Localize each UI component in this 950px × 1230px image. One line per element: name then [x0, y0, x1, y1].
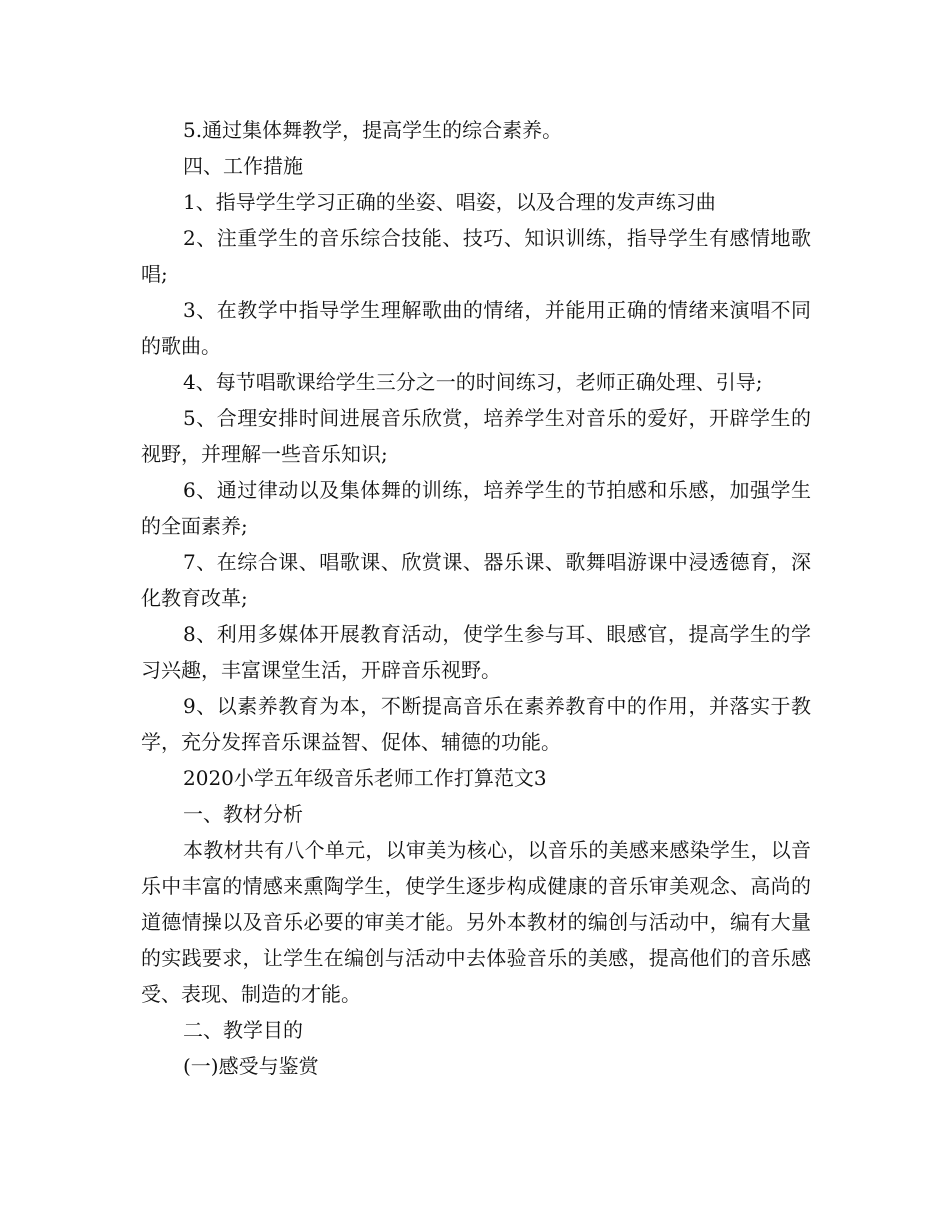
section-title-sample-3: 2020小学五年级音乐老师工作打算范文3 [183, 766, 547, 790]
paragraph-goal-5: 5.通过集体舞教学，提高学生的综合素养。 [183, 118, 563, 142]
paragraph-measure-9: 9、以素养教育为本，不断提高音乐在素养教育中的作用，并落实于教学，充分发挥音乐课益智、促体、辅德的功能。 [141, 694, 811, 754]
paragraph-measure-3: 3、在教学中指导学生理解歌曲的情绪，并能用正确的情绪来演唱不同的歌曲。 [141, 298, 811, 358]
document-body [141, 112, 811, 1084]
paragraph-measure-1: 1、指导学生学习正确的坐姿、唱姿，以及合理的发声练习曲 [183, 190, 716, 214]
heading-teaching-goals: 二、教学目的 [183, 1018, 303, 1042]
paragraph-measure-7: 7、在综合课、唱歌课、欣赏课、器乐课、歌舞唱游课中浸透德育，深化教育改革; [141, 550, 811, 610]
paragraph-measure-4: 4、每节唱歌课给学生三分之一的时间练习，老师正确处理、引导; [183, 370, 763, 394]
paragraph-measure-2: 2、注重学生的音乐综合技能、技巧、知识训练，指导学生有感情地歌唱; [141, 226, 811, 286]
heading-work-measures: 四、工作措施 [183, 154, 303, 178]
paragraph-textbook-analysis: 本教材共有八个单元，以审美为核心，以音乐的美感来感染学生，以音乐中丰富的情感来熏陶学生，使学生逐步构成健康的音乐审美观念、高尚的道德情操以及音乐必要的审美才能。另外本教材的编创与活动中，编有大量的实践要求，让学生在编创与活动中去体验音乐的美感，提高他们的音乐感受、表现、制造的才能。 [141, 838, 811, 1006]
paragraph-measure-6: 6、通过律动以及集体舞的训练，培养学生的节拍感和乐感，加强学生的全面素养; [141, 478, 811, 538]
paragraph-measure-5: 5、合理安排时间进展音乐欣赏，培养学生对音乐的爱好，开辟学生的视野，并理解一些音乐知识; [141, 406, 811, 466]
heading-textbook-analysis: 一、教材分析 [183, 802, 303, 826]
subheading-appreciation: (一)感受与鉴赏 [183, 1054, 319, 1078]
paragraph-measure-8: 8、利用多媒体开展教育活动，使学生参与耳、眼感官，提高学生的学习兴趣，丰富课堂生活，开辟音乐视野。 [141, 622, 811, 682]
